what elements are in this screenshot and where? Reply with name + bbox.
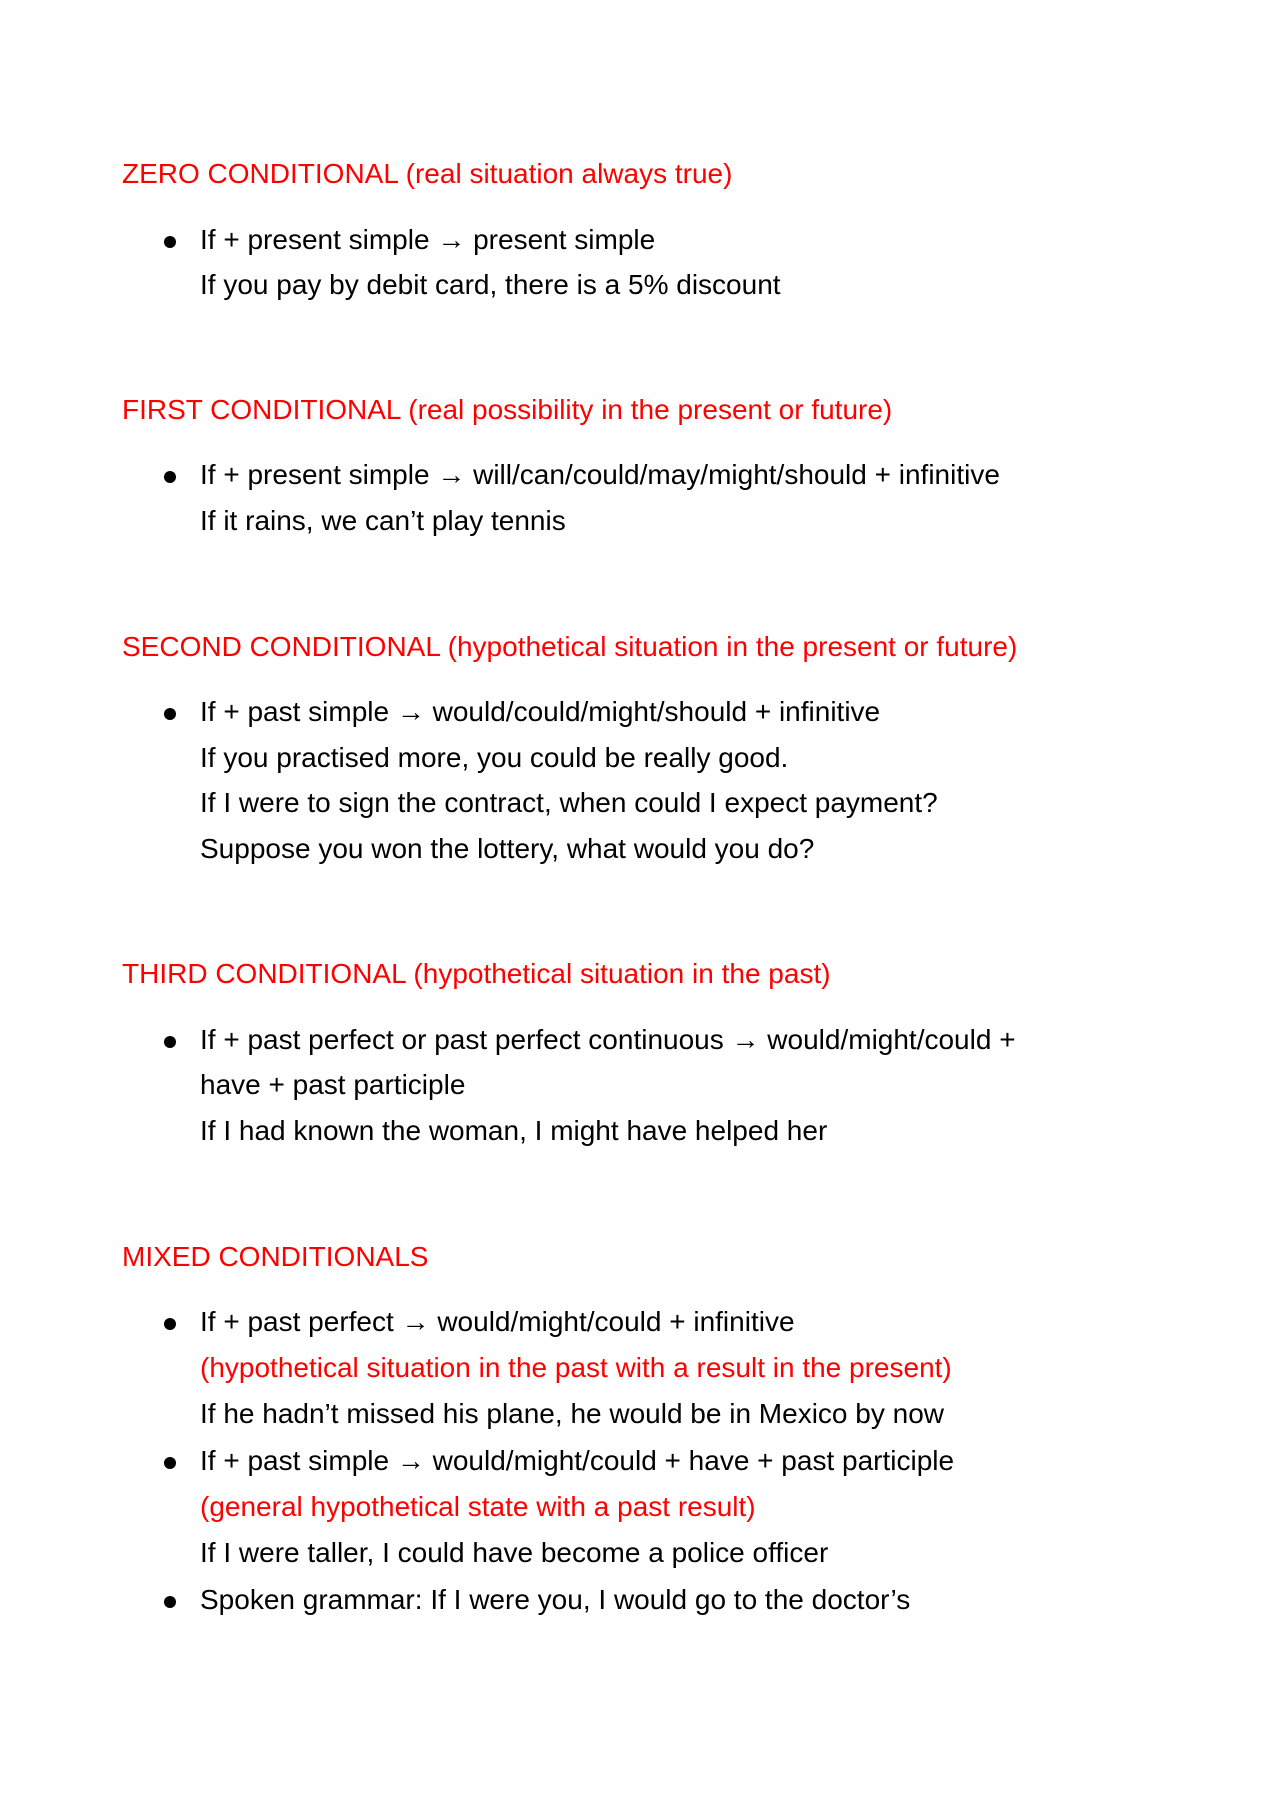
rule-text: If + past perfect → would/might/could + infinitive <box>200 1306 795 1337</box>
note-text: (hypothetical situation in the past with a result in the present) <box>200 1352 952 1383</box>
bullet-icon <box>164 708 176 720</box>
note-text: (general hypothetical state with a past result) <box>200 1491 756 1522</box>
rule-text: If + past perfect or past perfect continuous → would/might/could + <box>200 1024 1016 1055</box>
example-text: If he hadn’t missed his plane, he would be in Mexico by now <box>200 1398 944 1429</box>
rule-text: If + present simple → will/can/could/may/might/should + infinitive <box>200 459 1000 490</box>
bullet-icon <box>164 471 176 483</box>
rule-text: If + past simple → would/could/might/should + infinitive <box>200 696 881 727</box>
example-text: If you pay by debit card, there is a 5% discount <box>200 269 781 300</box>
example-text: If I were taller, I could have become a police officer <box>200 1537 829 1568</box>
section-heading: ZERO CONDITIONAL (real situation always true) <box>122 158 733 189</box>
example-text: Suppose you won the lottery, what would you do? <box>200 833 815 864</box>
rule-text: If + past simple → would/might/could + have + past participle <box>200 1445 955 1476</box>
section-heading: MIXED CONDITIONALS <box>122 1241 429 1272</box>
bullet-icon <box>164 1457 176 1469</box>
example-text: If I were to sign the contract, when could I expect payment? <box>200 787 938 818</box>
section-heading: SECOND CONDITIONAL (hypothetical situation in the present or future) <box>122 631 1018 662</box>
rule-text: If + present simple → present simple <box>200 224 656 255</box>
rule-continuation: have + past participle <box>200 1069 466 1100</box>
example-text: If I had known the woman, I might have helped her <box>200 1115 828 1146</box>
rule-text: Spoken grammar: If I were you, I would go to the doctor’s <box>200 1584 911 1615</box>
example-text: If you practised more, you could be really good. <box>200 742 789 773</box>
bullet-icon <box>164 1036 176 1048</box>
example-text: If it rains, we can’t play tennis <box>200 505 566 536</box>
bullet-icon <box>164 1596 176 1608</box>
section-heading: FIRST CONDITIONAL (real possibility in the present or future) <box>122 394 893 425</box>
section-heading: THIRD CONDITIONAL (hypothetical situation in the past) <box>122 958 831 989</box>
bullet-icon <box>164 236 176 248</box>
bullet-icon <box>164 1318 176 1330</box>
